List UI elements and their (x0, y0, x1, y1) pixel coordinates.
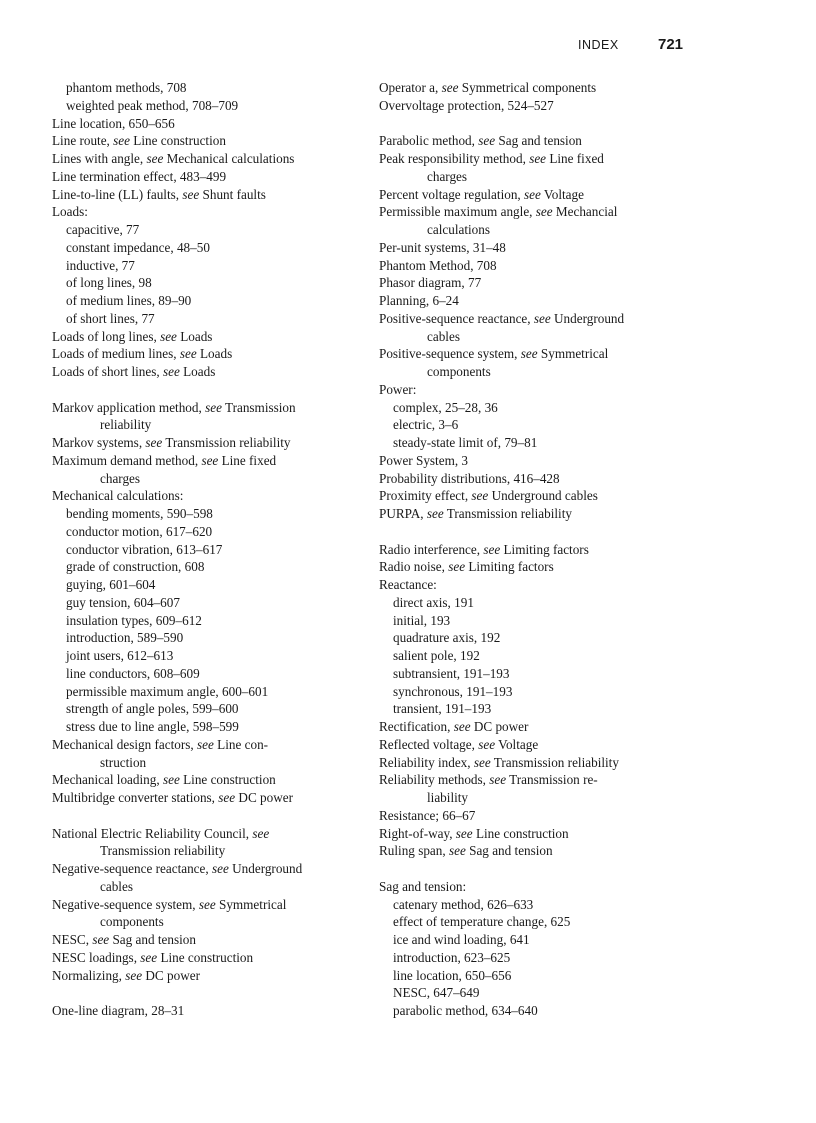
index-entry (379, 825, 699, 843)
entry-text: Reactance: (379, 577, 437, 592)
see-reference-label: see (455, 825, 473, 841)
entry-text: Multibridge converter stations, (52, 790, 219, 805)
cross-reference-target: Line construction (157, 949, 254, 965)
index-entry (52, 345, 374, 363)
entry-text: weighted peak method, 708–709 (66, 97, 239, 113)
index-entry (379, 771, 699, 789)
entry-text: Peak responsibility method, (379, 151, 530, 166)
entry-text: joint users, 612–613 (66, 648, 174, 663)
index-subentry (379, 700, 699, 718)
cross-reference-target: Loads (196, 346, 233, 362)
entry-text: Planning, 6–24 (379, 293, 459, 308)
entry-gap (379, 523, 699, 541)
index-entry (379, 239, 699, 257)
entry-text: effect of temperature change, 625 (393, 914, 571, 930)
index-subentry (52, 310, 374, 328)
page-number: 721 (658, 36, 684, 53)
cross-reference-target: Transmission re- (506, 772, 598, 788)
index-entry (379, 132, 699, 150)
entry-text: National Electric Reliability Council, (52, 825, 253, 841)
cross-reference-target: Transmission reliability (490, 754, 619, 770)
see-reference-label: see (201, 452, 219, 468)
entry-text: catenary method, 626–633 (393, 896, 534, 912)
index-subentry (379, 434, 699, 452)
see-reference-label: see (160, 328, 177, 344)
index-entry-continuation (52, 913, 374, 931)
index-subentry (52, 523, 374, 541)
entry-text: Negative-sequence system, (52, 896, 199, 912)
see-reference-label: see (179, 346, 197, 362)
index-subentry (52, 594, 374, 612)
index-entry (379, 150, 699, 168)
index-entry (379, 274, 699, 292)
cross-reference-target: Limiting factors (465, 559, 554, 575)
cross-reference-target: Voltage (540, 186, 584, 202)
entry-text: components (100, 914, 164, 930)
entry-text: Operator a, (379, 80, 442, 95)
index-entry-continuation (379, 221, 699, 239)
index-entry (52, 168, 374, 186)
index-subentry (52, 629, 374, 647)
cross-reference-target: Mechancial (552, 204, 618, 220)
see-reference-label: see (145, 435, 163, 450)
entry-text: initial, 193 (393, 612, 451, 628)
index-entry (379, 878, 699, 896)
entry-text: conductor motion, 617–620 (66, 523, 213, 539)
index-entry (379, 754, 699, 772)
cross-reference-target: Line fixed (546, 151, 604, 166)
cross-reference-target: Underground cables (488, 488, 598, 504)
see-reference-label: see (524, 186, 541, 202)
index-entry-continuation (379, 328, 699, 346)
cross-reference-target: Sag and tension (495, 133, 582, 149)
entry-gap (52, 381, 374, 399)
entry-text: strength of angle poles, 599–600 (66, 701, 239, 717)
entry-text: salient pole, 192 (393, 648, 480, 663)
index-entry (379, 257, 699, 275)
cross-reference-target: Line fixed (218, 452, 277, 468)
entry-text: One-line diagram, 28–31 (52, 1003, 185, 1018)
see-reference-label: see (478, 133, 496, 149)
entry-text: ice and wind loading, 641 (393, 932, 530, 947)
cross-reference-target: Line construction (130, 133, 226, 149)
index-entry (52, 203, 374, 221)
entry-text: Percent voltage regulation, (379, 186, 525, 202)
entry-text: Ruling span, (379, 843, 449, 859)
cross-reference-target: Symmetrical (537, 346, 609, 362)
entry-text: guy tension, 604–607 (66, 594, 180, 610)
see-reference-label: see (471, 488, 489, 504)
index-entry (379, 97, 699, 115)
index-entry (379, 381, 699, 399)
entry-text: parabolic method, 634–640 (393, 1003, 538, 1018)
entry-text: NESC loadings, (52, 949, 141, 965)
see-reference-label: see (113, 133, 130, 149)
see-reference-label: see (252, 825, 270, 841)
entry-text: Proximity effect, (379, 488, 472, 504)
entry-text: grade of construction, 608 (66, 559, 205, 575)
index-subentry (379, 1002, 699, 1020)
entry-text: cables (427, 328, 460, 344)
index-subentry (52, 292, 374, 310)
entry-text: Parabolic method, (379, 133, 479, 149)
index-subentry (379, 399, 699, 417)
index-subentry (379, 967, 699, 985)
entry-text: Normalizing, (52, 967, 126, 983)
index-entry (379, 292, 699, 310)
cross-reference-target: Transmission reliability (443, 506, 572, 521)
cross-reference-target: Sag and tension (109, 932, 196, 947)
cross-reference-target: Voltage (495, 736, 539, 752)
index-entry (379, 79, 699, 97)
see-reference-label: see (125, 967, 143, 983)
index-entry (52, 967, 374, 985)
entry-text: Line termination effect, 483–499 (52, 168, 227, 184)
entry-text: Transmission reliability (100, 843, 226, 859)
see-reference-label: see (489, 772, 507, 788)
index-subentry (52, 700, 374, 718)
entry-text: cables (100, 878, 133, 894)
see-reference-label: see (426, 506, 444, 521)
index-entry (379, 576, 699, 594)
cross-reference-target: Underground (228, 861, 303, 876)
entry-text: charges (100, 470, 141, 486)
see-reference-label: see (92, 932, 110, 947)
entry-text: direct axis, 191 (393, 594, 474, 610)
entry-text: Overvoltage protection, 524–527 (379, 97, 554, 113)
entry-text: stress due to line angle, 598–599 (66, 719, 239, 734)
see-reference-label: see (441, 80, 459, 95)
cross-reference-target: Symmetrical (215, 896, 287, 912)
index-entry (52, 328, 374, 346)
entry-text: Line location, 650–656 (52, 115, 175, 131)
entry-text: bending moments, 590–598 (66, 506, 213, 521)
index-entry-continuation (379, 363, 699, 381)
entry-text: Line route, (52, 133, 114, 149)
entry-gap (379, 860, 699, 878)
index-entry (379, 310, 699, 328)
entry-text: electric, 3–6 (393, 417, 459, 433)
index-subentry (52, 505, 374, 523)
index-subentry (379, 931, 699, 949)
entry-gap (379, 115, 699, 133)
entry-text: Reflected voltage, (379, 736, 479, 752)
index-subentry (379, 612, 699, 630)
entry-text: Loads of long lines, (52, 328, 161, 344)
entry-text: Markov application method, (52, 399, 206, 415)
cross-reference-target: Loads (179, 364, 216, 379)
index-subentry (379, 594, 699, 612)
index-entry (52, 150, 374, 168)
see-reference-label: see (473, 754, 491, 770)
index-subentry (52, 576, 374, 594)
cross-reference-target: DC power (235, 790, 293, 805)
entry-text: Loads of medium lines, (52, 346, 180, 362)
entry-text: conductor vibration, 613–617 (66, 541, 223, 557)
index-subentry (379, 949, 699, 967)
entry-text: of long lines, 98 (66, 275, 152, 291)
entry-text: Power System, 3 (379, 452, 469, 468)
entry-text: Negative-sequence reactance, (52, 861, 212, 876)
see-reference-label: see (533, 310, 551, 326)
index-entry (379, 718, 699, 736)
entry-text: Reliability methods, (379, 772, 490, 788)
entry-text: line conductors, 608–609 (66, 665, 200, 681)
see-reference-label: see (198, 896, 216, 912)
cross-reference-target: Sag and tension (465, 843, 553, 859)
index-subentry (379, 416, 699, 434)
index-subentry (52, 221, 374, 239)
entry-text: permissible maximum angle, 600–601 (66, 683, 269, 699)
index-entry (52, 789, 374, 807)
entry-text: charges (427, 168, 468, 184)
entry-text: Radio interference, (379, 541, 484, 557)
entry-text: introduction, 623–625 (393, 949, 511, 965)
index-entry-continuation (52, 470, 374, 488)
entry-text: Probability distributions, 416–428 (379, 470, 560, 486)
entry-text: Markov systems, (52, 435, 146, 450)
index-entry-continuation (379, 789, 699, 807)
entry-text: NESC, 647–649 (393, 985, 480, 1001)
index-entry-continuation (379, 168, 699, 186)
entry-text: capacitive, 77 (66, 222, 140, 237)
section-title: INDEX (578, 38, 619, 52)
index-entry (52, 434, 374, 452)
index-entry (379, 452, 699, 470)
index-subentry (379, 647, 699, 665)
see-reference-label: see (448, 559, 466, 575)
entry-text: PURPA, (379, 506, 427, 521)
entry-text: subtransient, 191–193 (393, 665, 510, 681)
see-reference-label: see (146, 151, 164, 166)
cross-reference-target: Transmission (221, 399, 296, 415)
index-entry (52, 399, 374, 417)
index-entry (379, 541, 699, 559)
index-entry-continuation (52, 754, 374, 772)
see-reference-label: see (529, 151, 547, 166)
entry-text: synchronous, 191–193 (393, 683, 513, 699)
entry-text: Line-to-line (LL) faults, (52, 186, 183, 202)
entry-text: Mechanical loading, (52, 772, 163, 788)
index-entry (52, 132, 374, 150)
entry-text: inductive, 77 (66, 257, 135, 273)
see-reference-label: see (140, 949, 158, 965)
entry-text: Mechanical design factors, (52, 736, 198, 752)
see-reference-label: see (211, 861, 229, 876)
index-entry (52, 896, 374, 914)
index-subentry (379, 629, 699, 647)
index-entry (379, 505, 699, 523)
entry-text: constant impedance, 48–50 (66, 239, 210, 255)
entry-text: insulation types, 609–612 (66, 612, 202, 628)
index-entry (52, 736, 374, 754)
entry-text: Power: (379, 381, 417, 397)
cross-reference-target: Underground (550, 310, 625, 326)
cross-reference-target: Transmission reliability (162, 435, 291, 450)
index-column-left (52, 79, 374, 1020)
entry-text: Permissible maximum angle, (379, 204, 536, 220)
index-subentry (379, 683, 699, 701)
index-subentry (52, 541, 374, 559)
index-subentry (52, 257, 374, 275)
entry-text: Positive-sequence system, (379, 346, 521, 362)
index-subentry (52, 239, 374, 257)
index-entry (379, 558, 699, 576)
see-reference-label: see (483, 541, 501, 557)
index-entry (379, 842, 699, 860)
index-subentry (52, 79, 374, 97)
index-subentry (52, 683, 374, 701)
entry-text: liability (427, 790, 469, 805)
entry-gap (52, 807, 374, 825)
entry-text: Rectification, (379, 719, 454, 734)
index-subentry (379, 984, 699, 1002)
index-entry (52, 186, 374, 204)
index-entry (379, 345, 699, 363)
index-subentry (52, 665, 374, 683)
cross-reference-target: Line con- (213, 736, 269, 752)
entry-text: quadrature axis, 192 (393, 630, 501, 646)
cross-reference-target: Line construction (472, 825, 569, 841)
see-reference-label: see (162, 772, 180, 788)
index-entry (52, 452, 374, 470)
index-entry (379, 470, 699, 488)
entry-text: of medium lines, 89–90 (66, 293, 192, 308)
page-header (0, 36, 816, 56)
see-reference-label: see (182, 186, 200, 202)
index-subentry (52, 718, 374, 736)
index-entry-continuation (52, 416, 374, 434)
see-reference-label: see (448, 843, 466, 859)
see-reference-label: see (197, 736, 214, 752)
cross-reference-target: Loads (176, 328, 213, 344)
index-entry (52, 771, 374, 789)
index-entry (52, 363, 374, 381)
entry-text: transient, 191–193 (393, 701, 492, 717)
index-column-right (379, 79, 699, 1020)
entry-text: Phasor diagram, 77 (379, 275, 482, 291)
entry-text: introduction, 589–590 (66, 630, 184, 646)
see-reference-label: see (453, 719, 471, 734)
entry-text: line location, 650–656 (393, 967, 512, 983)
index-entry-continuation (52, 878, 374, 896)
cross-reference-target: Line construction (179, 772, 276, 788)
index-entry (379, 736, 699, 754)
cross-reference-target: Mechanical calculations (163, 151, 295, 166)
index-entry (52, 825, 374, 843)
see-reference-label: see (205, 399, 222, 415)
entry-text: Right-of-way, (379, 825, 456, 841)
entry-text: Lines with angle, (52, 151, 147, 166)
see-reference-label: see (478, 736, 496, 752)
index-entry (379, 487, 699, 505)
entry-text: phantom methods, 708 (66, 80, 187, 95)
index-entry-continuation (52, 842, 374, 860)
index-entry (379, 186, 699, 204)
cross-reference-target: Symmetrical components (458, 80, 597, 95)
entry-text: Radio noise, (379, 559, 449, 575)
entry-text: Phantom Method, 708 (379, 257, 497, 273)
entry-text: calculations (427, 222, 490, 237)
cross-reference-target: Limiting factors (500, 541, 589, 557)
index-subentry (52, 647, 374, 665)
entry-text: NESC, (52, 932, 93, 947)
entry-text: reliability (100, 417, 152, 433)
index-entry (379, 203, 699, 221)
see-reference-label: see (218, 790, 236, 805)
index-subentry (52, 97, 374, 115)
entry-text: struction (100, 754, 147, 770)
entry-text: Resistance; 66–67 (379, 807, 476, 823)
index-entry (52, 931, 374, 949)
see-reference-label: see (535, 204, 553, 220)
index-entry (52, 949, 374, 967)
entry-text: complex, 25–28, 36 (393, 399, 498, 415)
entry-gap (52, 984, 374, 1002)
entry-text: guying, 601–604 (66, 577, 156, 592)
entry-text: Mechanical calculations: (52, 488, 184, 504)
entry-text: steady-state limit of, 79–81 (393, 435, 538, 450)
index-subentry (379, 913, 699, 931)
index-subentry (379, 665, 699, 683)
cross-reference-target: Shunt faults (199, 186, 266, 202)
index-subentry (52, 558, 374, 576)
entry-text: Sag and tension: (379, 878, 467, 894)
entry-text: Loads: (52, 204, 88, 220)
entry-text: Per-unit systems, 31–48 (379, 239, 506, 255)
see-reference-label: see (162, 364, 180, 379)
see-reference-label: see (520, 346, 538, 362)
entry-text: Loads of short lines, (52, 364, 163, 379)
index-entry (52, 115, 374, 133)
entry-text: components (427, 364, 491, 379)
cross-reference-target: DC power (142, 967, 200, 983)
index-entry (379, 807, 699, 825)
cross-reference-target: DC power (470, 719, 529, 734)
entry-text: of short lines, 77 (66, 310, 155, 326)
index-subentry (52, 274, 374, 292)
index-subentry (52, 612, 374, 630)
entry-text: Maximum demand method, (52, 452, 202, 468)
index-entry (52, 487, 374, 505)
index-subentry (379, 896, 699, 914)
index-entry (52, 860, 374, 878)
index-entry (52, 1002, 374, 1020)
entry-text: Reliability index, (379, 754, 474, 770)
entry-text: Positive-sequence reactance, (379, 310, 534, 326)
